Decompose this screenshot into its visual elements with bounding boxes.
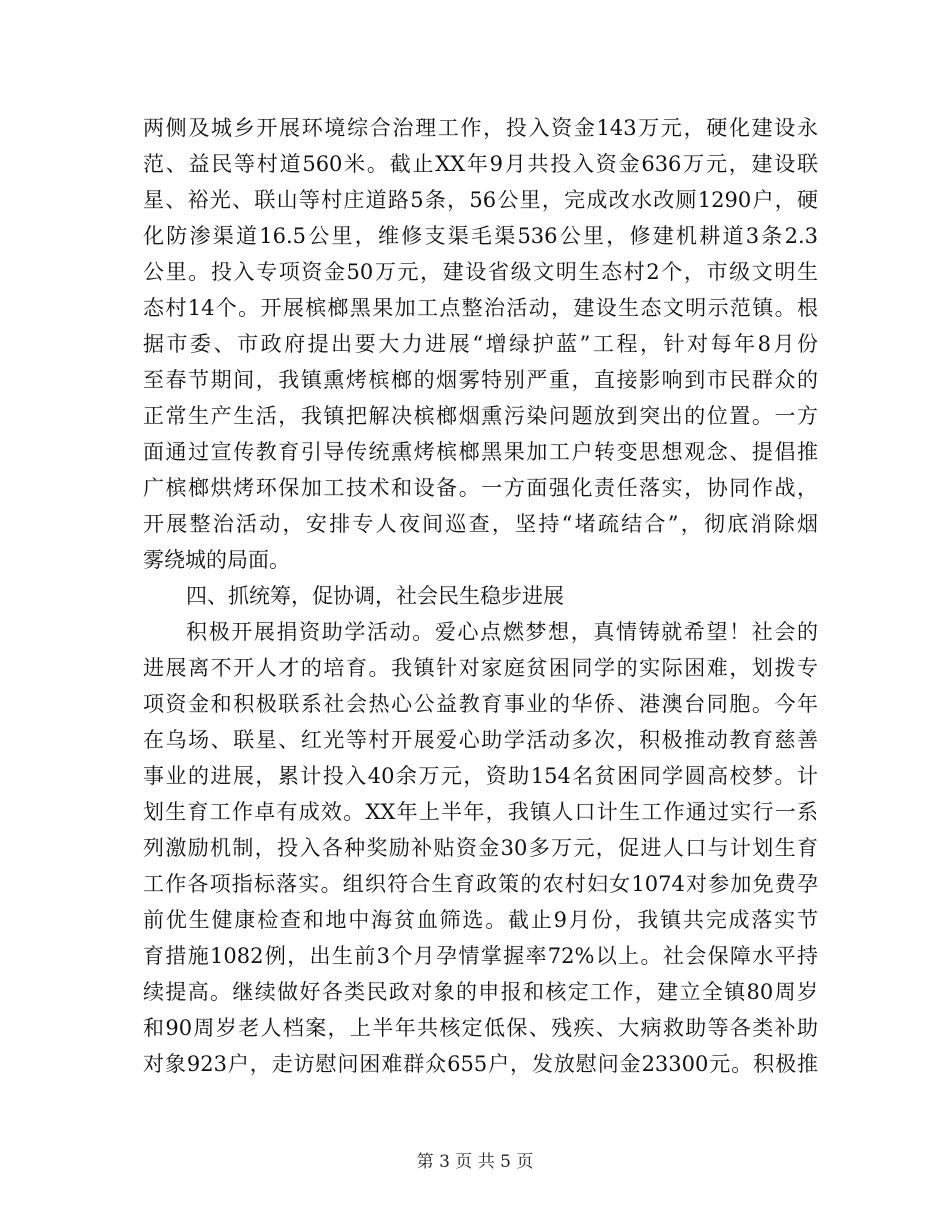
text-line: 列激励机制，投入各种奖励补贴资金30多万元，促进人口与计划生育 xyxy=(143,836,818,860)
text-line: 工作各项指标落实。组织符合生育政策的农村妇女1074对参加免费孕 xyxy=(143,872,818,896)
text-line: 公里。投入专项资金50万元，建设省级文明生态村2个，市级文明生 xyxy=(143,260,818,284)
text-line: 雾绕城的局面。 xyxy=(143,548,290,572)
text-line: 和90周岁老人档案，上半年共核定低保、残疾、大病救助等各类补助 xyxy=(143,1016,818,1040)
text-line: 划生育工作卓有成效。XX年上半年，我镇人口计生工作通过实行一系 xyxy=(143,800,818,824)
text-line: 态村14个。开展槟榔黑果加工点整治活动，建设生态文明示范镇。根 xyxy=(143,296,818,320)
text-line: 至春节期间，我镇熏烤槟榔的烟雾特别严重，直接影响到市民群众的 xyxy=(143,368,818,392)
text-line: 在乌场、联星、红光等村开展爱心助学活动多次，积极推动教育慈善 xyxy=(143,728,818,752)
section-heading: 四、抓统筹，促协调，社会民生稳步进展 xyxy=(186,584,564,608)
paragraph-1 xyxy=(143,110,818,578)
text-line: 面通过宣传教育引导传统熏烤槟榔黑果加工户转变思想观念、提倡推 xyxy=(143,440,818,464)
text-line: 广槟榔烘烤环保加工技术和设备。一方面强化责任落实，协同作战， xyxy=(143,476,818,500)
text-line: 积极开展捐资助学活动。爱心点燃梦想，真情铸就希望！社会的 xyxy=(186,620,818,644)
paragraph-2 xyxy=(143,614,818,1082)
text-line: 正常生产生活，我镇把解决槟榔烟熏污染问题放到突出的位置。一方 xyxy=(143,404,818,428)
document-body xyxy=(143,110,818,1082)
text-line: 对象923户，走访慰问困难群众655户，发放慰问金23300元。积极推 xyxy=(143,1052,818,1076)
text-line: 续提高。继续做好各类民政对象的申报和核定工作，建立全镇80周岁 xyxy=(143,980,818,1004)
page-footer: 第 3 页 共 5 页 xyxy=(416,1152,534,1172)
text-line: 事业的进展，累计投入40余万元，资助154名贫困同学圆高校梦。计 xyxy=(143,764,818,788)
text-line: 据市委、市政府提出要大力进展“增绿护蓝”工程，针对每年8月份 xyxy=(143,332,818,356)
text-line: 两侧及城乡开展环境综合治理工作，投入资金143万元，硬化建设永 xyxy=(143,116,818,140)
text-line: 开展整治活动，安排专人夜间巡查，坚持“堵疏结合”，彻底消除烟 xyxy=(143,512,818,536)
text-line: 前优生健康检查和地中海贫血筛选。截止9月份，我镇共完成落实节 xyxy=(143,908,818,932)
text-line: 范、益民等村道560米。截止XX年9月共投入资金636万元，建设联 xyxy=(143,152,818,176)
text-line: 进展离不开人才的培育。我镇针对家庭贫困同学的实际困难，划拨专 xyxy=(143,656,818,680)
text-line: 星、裕光、联山等村庄道路5条，56公里，完成改水改厕1290户，硬 xyxy=(143,188,818,212)
text-line: 育措施1082例，出生前3个月孕情掌握率72%以上。社会保障水平持 xyxy=(143,944,818,968)
text-line: 项资金和积极联系社会热心公益教育事业的华侨、港澳台同胞。今年 xyxy=(143,692,818,716)
text-line: 化防渗渠道16.5公里，维修支渠毛渠536公里，修建机耕道3条2.3 xyxy=(143,224,818,248)
